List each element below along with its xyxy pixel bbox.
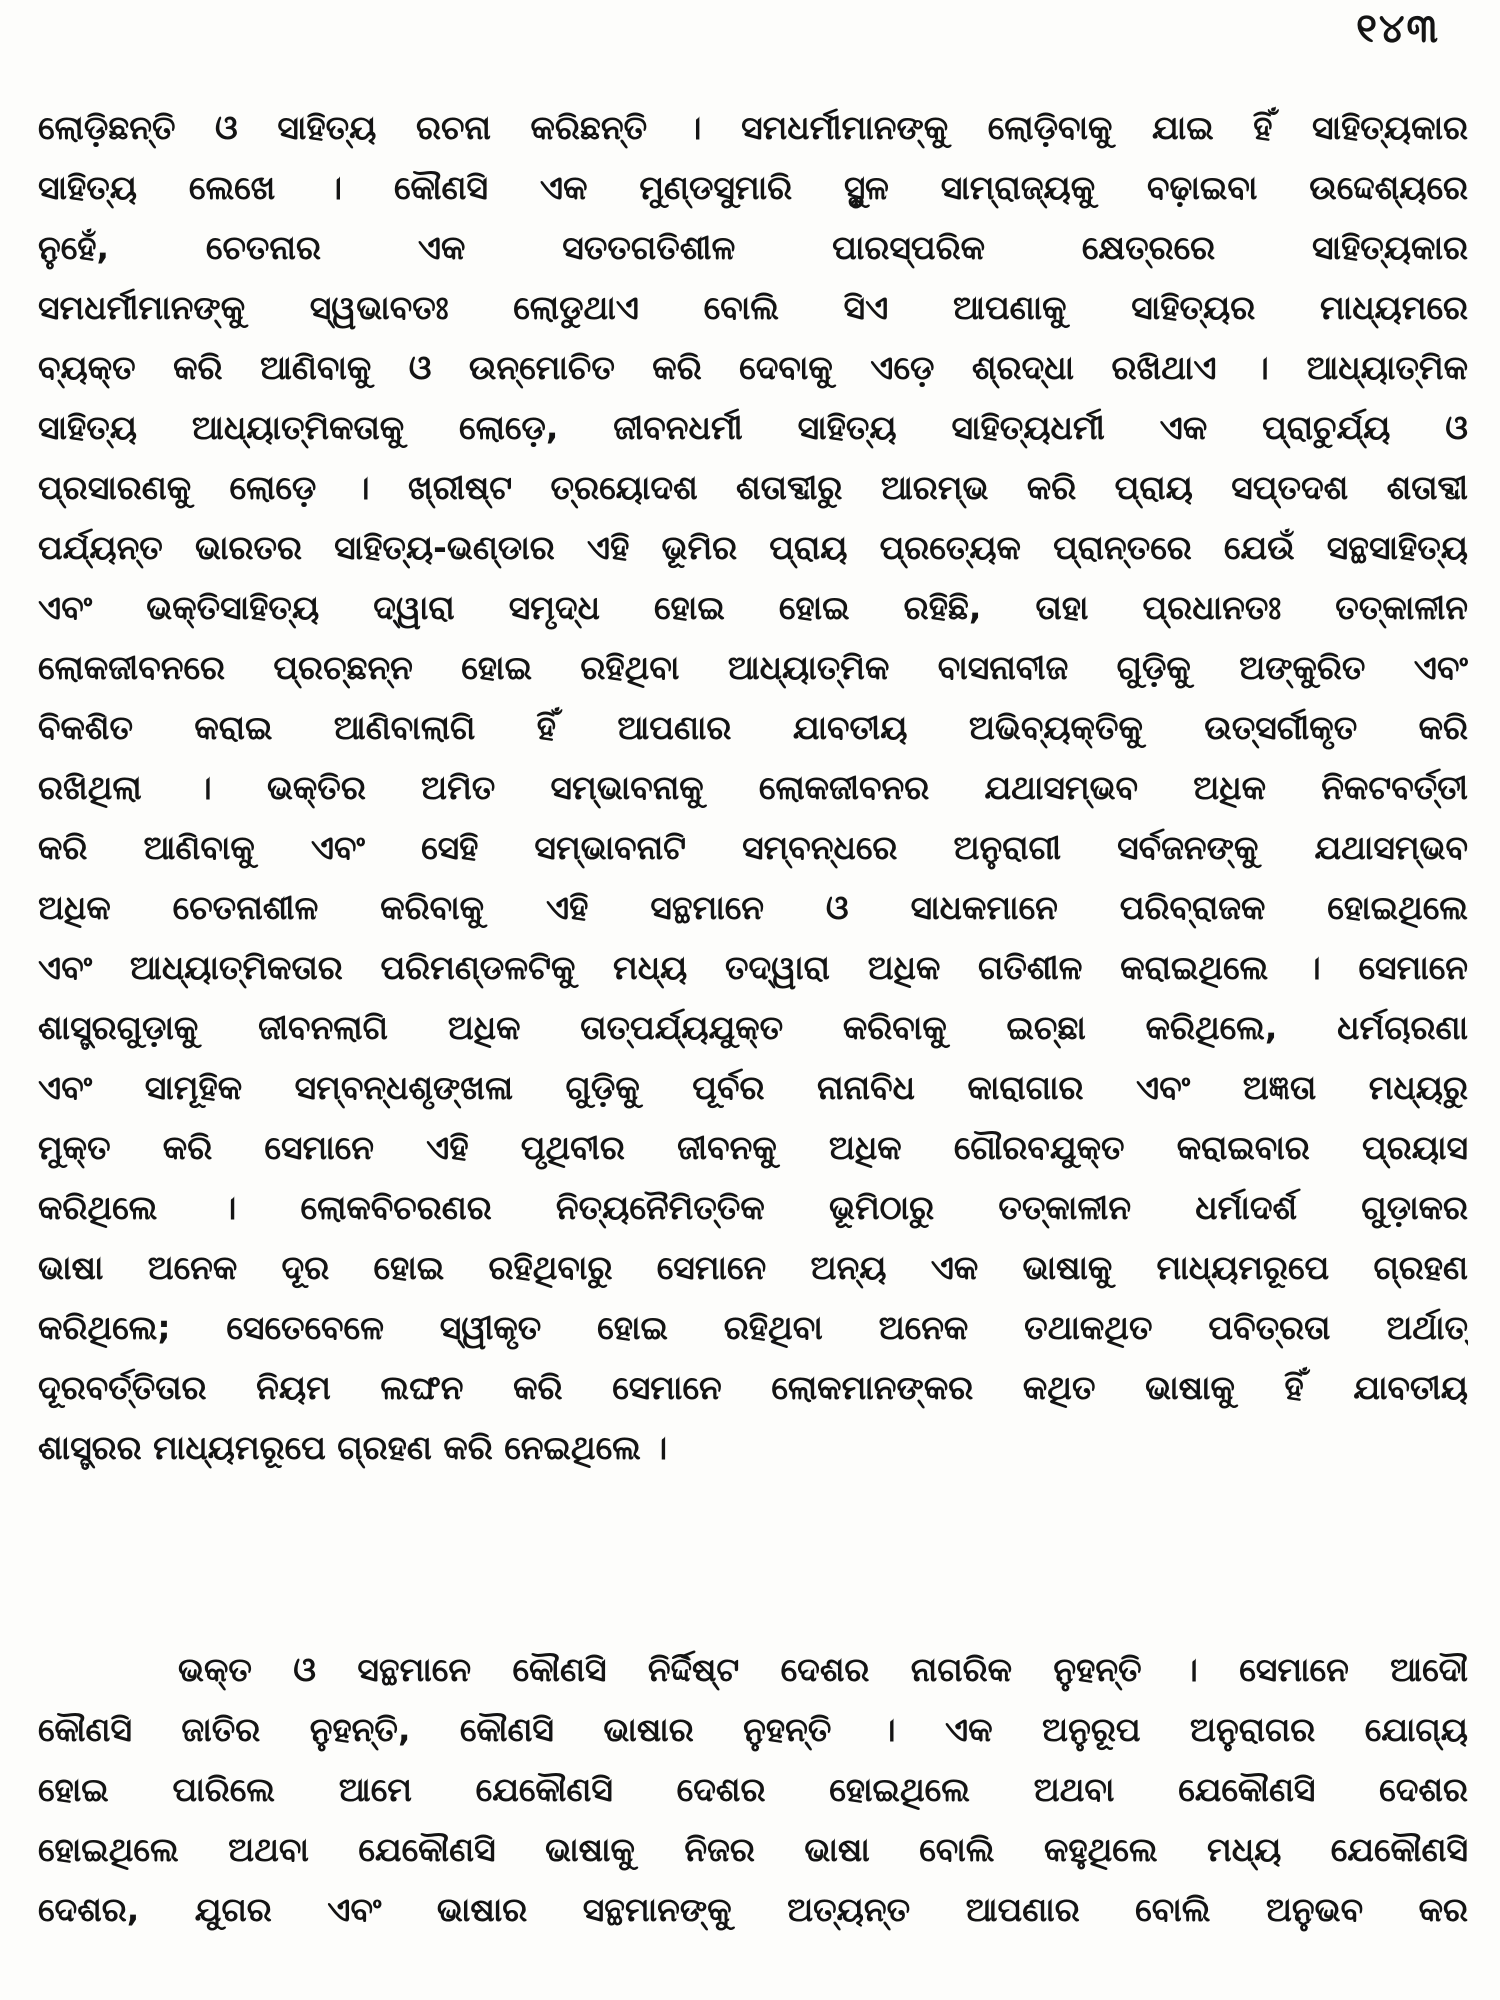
text-line: ଭକ୍ତ ଓ ସନ୍ଥମାନେ କୌଣସି ନିର୍ଦ୍ଦିଷ୍ଟ ଦେଶର ନାଗରିକ ନୁହନ୍ତି । ସେମାନେ ଆଦୌ: [178, 1650, 1468, 1689]
text-line: ଶାସ୍ତ୍ରର ମାଧ୍ୟମରୂପେ ଗ୍ରହଣ କରି ନେଇଥିଲେ ।: [38, 1428, 668, 1467]
text-line: ମୁକ୍ତ କରି ସେମାନେ ଏହି ପୃଥିବୀର ଜୀବନକୁ ଅଧିକ ଗୌରବଯୁକ୍ତ କରାଇବାର ପ୍ରୟାସ: [38, 1128, 1468, 1167]
text-line: ପର୍ଯ୍ୟନ୍ତ ଭାରତର ସାହିତ୍ୟ-ଭଣ୍ଡାର ଏହି ଭୂମିର ପ୍ରାୟ ପ୍ରତ୍ୟେକ ପ୍ରାନ୍ତରେ ଯେଉଁ ସନ୍ଥସାହିତ୍ୟ: [38, 528, 1468, 567]
text-line: ଶାସ୍ତ୍ରଗୁଡ଼ାକୁ ଜୀବନଲାଗି ଅଧିକ ତାତ୍ପର୍ଯ୍ୟଯୁକ୍ତ କରିବାକୁ ଇଚ୍ଛା କରିଥିଲେ, ଧର୍ମଚାରଣା: [38, 1008, 1468, 1047]
page-number: ୧୪୩: [1356, 6, 1440, 52]
paragraph-1: [38, 98, 1468, 1478]
text-line: ଭାଷା ଅନେକ ଦୂର ହୋଇ ରହିଥିବାରୁ ସେମାନେ ଅନ୍ୟ ଏକ ଭାଷାକୁ ମାଧ୍ୟମରୂପେ ଗ୍ରହଣ: [38, 1248, 1468, 1287]
text-line: ହୋଇଥିଲେ ଅଥବା ଯେକୌଣସି ଭାଷାକୁ ନିଜର ଭାଷା ବୋଲି କହୁଥିଲେ ମଧ୍ୟ ଯେକୌଣସି: [38, 1830, 1468, 1869]
text-line: କରି ଆଣିବାକୁ ଏବଂ ସେହି ସମ୍ଭାବନାଟି ସମ୍ବନ୍ଧରେ ଅନୁରାଗୀ ସର୍ବଜନଙ୍କୁ ଯଥାସମ୍ଭବ: [38, 828, 1468, 867]
text-line: ସାହିତ୍ୟ ଆଧ୍ୟାତ୍ମିକତାକୁ ଲୋଡ଼େ, ଜୀବନଧର୍ମୀ ସାହିତ୍ୟ ସାହିତ୍ୟଧର୍ମୀ ଏକ ପ୍ରାଚୁର୍ଯ୍ୟ ଓ: [38, 408, 1468, 447]
text-line: ନୁହେଁ, ଚେତନାର ଏକ ସତତଗତିଶୀଳ ପାରସ୍ପରିକ କ୍ଷେତ୍ରରେ ସାହିତ୍ୟକାର: [38, 228, 1468, 267]
text-line: ଏବଂ ସାମୂହିକ ସମ୍ବନ୍ଧଶୃଙ୍ଖଳା ଗୁଡ଼ିକୁ ପୂର୍ବର ନାନାବିଧ କାରାଗାର ଏବଂ ଅଜ୍ଞତା ମଧ୍ୟରୁ: [38, 1068, 1468, 1107]
text-line: ବ୍ୟକ୍ତ କରି ଆଣିବାକୁ ଓ ଉନ୍ମୋଚିତ କରି ଦେବାକୁ ଏଡ଼େ ଶ୍ରଦ୍ଧା ରଖିଥାଏ । ଆଧ୍ୟାତ୍ମିକ: [38, 348, 1468, 387]
text-line: କୌଣସି ଜାତିର ନୁହନ୍ତି, କୌଣସି ଭାଷାର ନୁହନ୍ତି । ଏକ ଅନୁରୂପ ଅନୁରାଗର ଯୋଗ୍ୟ: [38, 1710, 1468, 1749]
text-line: ଏବଂ ଆଧ୍ୟାତ୍ମିକତାର ପରିମଣ୍ଡଳଟିକୁ ମଧ୍ୟ ତଦ୍ୱାରା ଅଧିକ ଗତିଶୀଳ କରାଇଥିଲେ । ସେମାନେ: [38, 948, 1468, 987]
text-line: ଦେଶର, ଯୁଗର ଏବଂ ଭାଷାର ସନ୍ଥମାନଙ୍କୁ ଅତ୍ୟନ୍ତ ଆପଣାର ବୋଲି ଅନୁଭବ କର: [38, 1890, 1468, 1929]
text-line: ଏବଂ ଭକ୍ତିସାହିତ୍ୟ ଦ୍ୱାରା ସମୃଦ୍ଧ ହୋଇ ହୋଇ ରହିଛି, ତାହା ପ୍ରଧାନତଃ ତତ୍କାଳୀନ: [38, 588, 1468, 627]
text-line: ହୋଇ ପାରିଲେ ଆମେ ଯେକୌଣସି ଦେଶର ହୋଇଥିଲେ ଅଥବା ଯେକୌଣସି ଦେଶର: [38, 1770, 1468, 1809]
text-line: ସମଧର୍ମୀମାନଙ୍କୁ ସ୍ୱଭାବତଃ ଲୋଡୁଥାଏ ବୋଲି ସିଏ ଆପଣାକୁ ସାହିତ୍ୟର ମାଧ୍ୟମରେ: [38, 288, 1468, 327]
paragraph-2: [38, 1640, 1468, 1940]
text-line: ରଖିଥିଲା । ଭକ୍ତିର ଅମିତ ସମ୍ଭାବନାକୁ ଲୋକଜୀବନର ଯଥାସମ୍ଭବ ଅଧିକ ନିକଟବର୍ତ୍ତୀ: [38, 768, 1468, 807]
text-line: ବିକଶିତ କରାଇ ଆଣିବାଲାଗି ହିଁ ଆପଣାର ଯାବତୀୟ ଅଭିବ୍ୟକ୍ତିକୁ ଉତ୍ସର୍ଗୀକୃତ କରି: [38, 708, 1468, 747]
text-line: କରିଥିଲେ । ଲୋକବିଚରଣର ନିତ୍ୟନୈମିତ୍ତିକ ଭୂମିଠାରୁ ତତ୍କାଳୀନ ଧର୍ମାଦର୍ଶ ଗୁଡ଼ାକର: [38, 1188, 1468, 1227]
text-line: ସାହିତ୍ୟ ଲେଖେ । କୌଣସି ଏକ ମୁଣ୍ଡସୁମାରି ସ୍ଥୁଳ ସାମ୍ରାଜ୍ୟକୁ ବଢ଼ାଇବା ଉଦ୍ଦେଶ୍ୟରେ: [38, 168, 1468, 207]
text-line: ଦୂରବର୍ତ୍ତିତାର ନିୟମ ଲଙ୍ଘନ କରି ସେମାନେ ଲୋକମାନଙ୍କର କଥିତ ଭାଷାକୁ ହିଁ ଯାବତୀୟ: [38, 1368, 1468, 1407]
text-line: ଅଧିକ ଚେତନାଶୀଳ କରିବାକୁ ଏହି ସନ୍ଥମାନେ ଓ ସାଧକମାନେ ପରିବ୍ରାଜକ ହୋଇଥିଲେ: [38, 888, 1468, 927]
text-line: ଲୋଡ଼ିଛନ୍ତି ଓ ସାହିତ୍ୟ ରଚନା କରିଛନ୍ତି । ସମଧର୍ମୀମାନଙ୍କୁ ଲୋଡ଼ିବାକୁ ଯାଇ ହିଁ ସାହିତ୍ୟକାର: [38, 108, 1468, 147]
text-line: ପ୍ରସାରଣକୁ ଲୋଡ଼େ । ଖ୍ରୀଷ୍ଟ ତ୍ରୟୋଦଶ ଶତାବ୍ଦୀରୁ ଆରମ୍ଭ କରି ପ୍ରାୟ ସପ୍ତଦଶ ଶତାବ୍ଦୀ: [38, 468, 1468, 507]
text-line: ଲୋକଜୀବନରେ ପ୍ରଚ୍ଛନ୍ନ ହୋଇ ରହିଥିବା ଆଧ୍ୟାତ୍ମିକ ବାସନାବୀଜ ଗୁଡ଼ିକୁ ଅଙ୍କୁରିତ ଏବଂ: [38, 648, 1468, 687]
text-line: କରିଥିଲେ; ସେତେବେଳେ ସ୍ୱୀକୃତ ହୋଇ ରହିଥିବା ଅନେକ ତଥାକଥିତ ପବିତ୍ରତା ଅର୍ଥାତ୍: [38, 1308, 1468, 1347]
